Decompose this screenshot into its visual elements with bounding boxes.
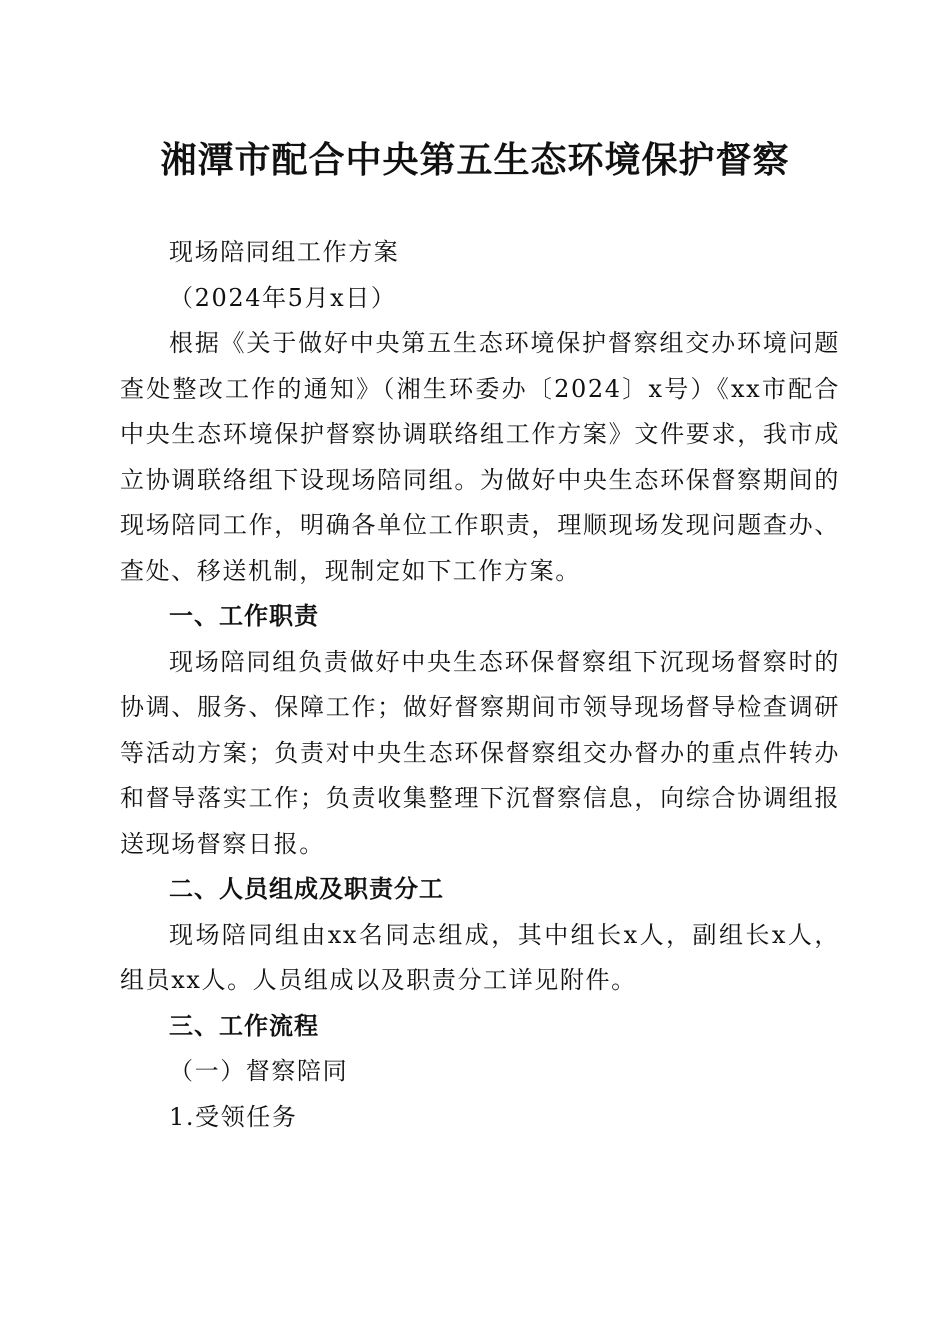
- document-title: 湘潭市配合中央第五生态环境保护督察: [160, 139, 790, 181]
- section-heading-workflow: 三、工作流程: [169, 1011, 319, 1040]
- section-heading-staffing: 二、人员组成及职责分工: [169, 875, 444, 903]
- list-item-receive-task: 1.受领任务: [169, 1102, 298, 1131]
- section-paragraph-staffing: 现场陪同组由xx名同志组成，其中组长x人，副组长x人，组员xx人。人员组成以及职责分工详见附件。: [120, 920, 840, 994]
- section-paragraph-duties: 现场陪同组负责做好中央生态环保督察组下沉现场督察时的协调、服务、保障工作；做好督察期间市领导现场督导检查调研等活动方案；负责对中央生态环保督察组交办督办的重点件转办和督导落实工作；负责收集整理下沉督察信息，向综合协调组报送现场督察日报。: [120, 647, 840, 858]
- subsection-heading-accompany: （一）督察陪同: [169, 1057, 349, 1085]
- document-body: [120, 230, 840, 1140]
- document-date: （2024年5月x日）: [169, 283, 397, 312]
- intro-paragraph: 根据《关于做好中央第五生态环境保护督察组交办环境问题查处整改工作的通知》（湘生环委办〔2024〕x号）《xx市配合中央生态环境保护督察协调联络组工作方案》文件要求，我市成立协调联络组下设现场陪同组。为做好中央生态环保督察期间的现场陪同工作，明确各单位工作职责，理顺现场发现问题查办、查处、移送机制，现制定如下工作方案。: [120, 329, 840, 585]
- section-heading-duties: 一、工作职责: [169, 602, 319, 630]
- document-subtitle: 现场陪同组工作方案: [169, 238, 400, 266]
